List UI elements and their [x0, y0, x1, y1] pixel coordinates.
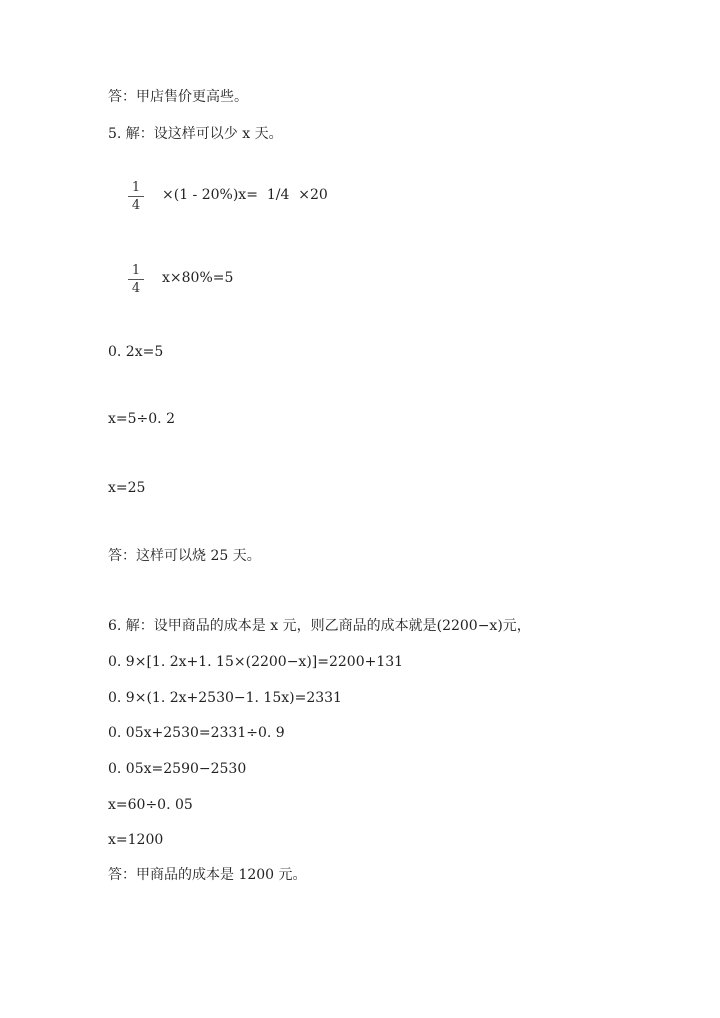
fraction-bar: [128, 196, 144, 197]
fraction-denominator: 4: [131, 198, 141, 213]
q6-step-1: 0. 9×[1. 2x+1. 15×(2200−x)]=2200+131: [108, 654, 404, 670]
answer-q5: 答：这样可以烧 25 天。: [108, 548, 261, 564]
fraction-numerator: 1: [131, 180, 141, 195]
q5-equation-2: x×80%=5: [162, 270, 234, 286]
q6-step-4: 0. 05x=2590−2530: [108, 761, 247, 777]
q5-step-3: 0. 2x=5: [108, 344, 164, 360]
q6-title: 6. 解：设甲商品的成本是 x 元，则乙商品的成本就是(2200−x)元，: [108, 618, 531, 634]
q6-step-3: 0. 05x+2530=2331÷0. 9: [108, 725, 285, 741]
q5-title: 5. 解：设这样可以少 x 天。: [108, 126, 283, 142]
q5-step-4: x=5÷0. 2: [108, 411, 175, 427]
answer-q6: 答：甲商品的成本是 1200 元。: [108, 867, 307, 883]
fraction-bar: [128, 279, 144, 280]
fraction-numerator: 1: [131, 263, 141, 278]
fraction-denominator: 4: [131, 281, 141, 296]
q5-step-5: x=25: [108, 480, 146, 496]
fraction-one-quarter: [128, 264, 144, 296]
q6-step-6: x=1200: [108, 832, 164, 848]
q6-step-5: x=60÷0. 05: [108, 797, 193, 813]
q6-step-2: 0. 9×(1. 2x+2530−1. 15x)=2331: [108, 690, 342, 706]
fraction-one-quarter: [128, 181, 144, 213]
q5-equation-1: ×(1 - 20%)x= 1/4 ×20: [162, 187, 328, 203]
answer-q4: 答：甲店售价更高些。: [108, 89, 248, 105]
